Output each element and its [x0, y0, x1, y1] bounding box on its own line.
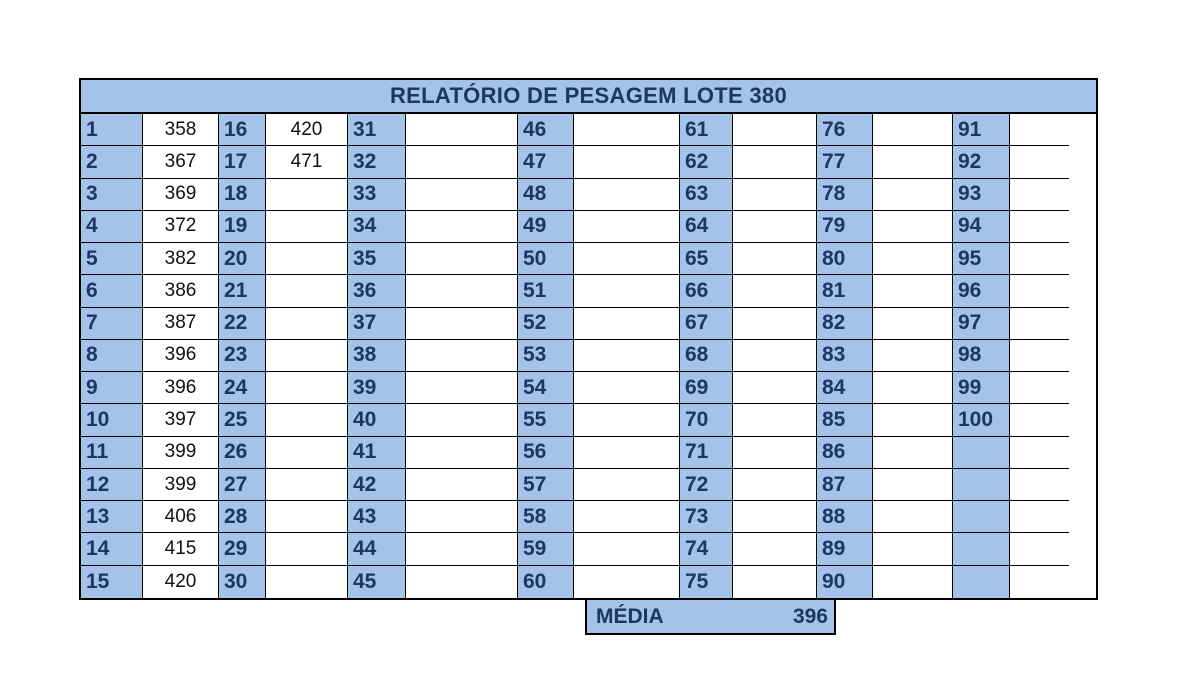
- weight-cell-2: 367: [143, 146, 219, 178]
- weight-cell-20: [266, 243, 348, 275]
- empty-weight-cell: [1010, 566, 1069, 598]
- weight-cell-5: 382: [143, 243, 219, 275]
- weight-cell-92: [1010, 146, 1069, 178]
- weight-cell-21: [266, 275, 348, 307]
- animal-number-70: 70: [680, 404, 733, 436]
- animal-number-82: 82: [817, 308, 873, 340]
- weight-cell-65: [733, 243, 817, 275]
- weight-cell-71: [733, 437, 817, 469]
- animal-number-6: 6: [81, 275, 143, 307]
- animal-number-44: 44: [348, 533, 406, 565]
- weight-cell-8: 396: [143, 340, 219, 372]
- weight-cell-78: [873, 179, 953, 211]
- weight-cell-52: [574, 308, 680, 340]
- weight-cell-97: [1010, 308, 1069, 340]
- animal-number-78: 78: [817, 179, 873, 211]
- weight-cell-81: [873, 275, 953, 307]
- weight-cell-57: [574, 469, 680, 501]
- empty-weight-cell: [1010, 437, 1069, 469]
- weight-cell-70: [733, 404, 817, 436]
- weight-cell-86: [873, 437, 953, 469]
- weight-cell-41: [406, 437, 518, 469]
- animal-number-1: 1: [81, 114, 143, 146]
- animal-number-73: 73: [680, 501, 733, 533]
- weight-cell-38: [406, 340, 518, 372]
- weight-cell-67: [733, 308, 817, 340]
- animal-number-42: 42: [348, 469, 406, 501]
- weight-cell-35: [406, 243, 518, 275]
- animal-number-91: 91: [953, 114, 1010, 146]
- animal-number-10: 10: [81, 404, 143, 436]
- animal-number-52: 52: [518, 308, 574, 340]
- animal-number-19: 19: [219, 211, 266, 243]
- weight-cell-37: [406, 308, 518, 340]
- animal-number-92: 92: [953, 146, 1010, 178]
- animal-number-87: 87: [817, 469, 873, 501]
- empty-index-cell: [953, 469, 1010, 501]
- animal-number-95: 95: [953, 243, 1010, 275]
- weight-cell-66: [733, 275, 817, 307]
- animal-number-90: 90: [817, 566, 873, 598]
- weight-cell-68: [733, 340, 817, 372]
- animal-number-49: 49: [518, 211, 574, 243]
- average-value: 396: [792, 604, 828, 628]
- weight-cell-9: 396: [143, 372, 219, 404]
- animal-number-98: 98: [953, 340, 1010, 372]
- animal-number-13: 13: [81, 501, 143, 533]
- empty-weight-cell: [1010, 469, 1069, 501]
- animal-number-93: 93: [953, 179, 1010, 211]
- weight-cell-72: [733, 469, 817, 501]
- animal-number-61: 61: [680, 114, 733, 146]
- animal-number-34: 34: [348, 211, 406, 243]
- animal-number-89: 89: [817, 533, 873, 565]
- weight-cell-60: [574, 566, 680, 598]
- weight-cell-13: 406: [143, 501, 219, 533]
- weight-cell-80: [873, 243, 953, 275]
- animal-number-17: 17: [219, 146, 266, 178]
- animal-number-15: 15: [81, 566, 143, 598]
- weight-cell-45: [406, 566, 518, 598]
- weight-cell-33: [406, 179, 518, 211]
- weight-cell-43: [406, 501, 518, 533]
- animal-number-27: 27: [219, 469, 266, 501]
- animal-number-64: 64: [680, 211, 733, 243]
- animal-number-74: 74: [680, 533, 733, 565]
- animal-number-16: 16: [219, 114, 266, 146]
- weight-cell-95: [1010, 243, 1069, 275]
- animal-number-23: 23: [219, 340, 266, 372]
- weight-cell-34: [406, 211, 518, 243]
- weight-cell-4: 372: [143, 211, 219, 243]
- animal-number-80: 80: [817, 243, 873, 275]
- empty-weight-cell: [1010, 533, 1069, 565]
- animal-number-77: 77: [817, 146, 873, 178]
- weighing-grid: [81, 114, 1096, 598]
- weight-cell-42: [406, 469, 518, 501]
- animal-number-14: 14: [81, 533, 143, 565]
- animal-number-29: 29: [219, 533, 266, 565]
- weight-cell-31: [406, 114, 518, 146]
- animal-number-57: 57: [518, 469, 574, 501]
- animal-number-38: 38: [348, 340, 406, 372]
- weight-cell-30: [266, 566, 348, 598]
- weight-cell-17: 471: [266, 146, 348, 178]
- weight-cell-40: [406, 404, 518, 436]
- animal-number-85: 85: [817, 404, 873, 436]
- weight-cell-99: [1010, 372, 1069, 404]
- weight-cell-3: 369: [143, 179, 219, 211]
- animal-number-75: 75: [680, 566, 733, 598]
- animal-number-76: 76: [817, 114, 873, 146]
- weight-cell-56: [574, 437, 680, 469]
- animal-number-22: 22: [219, 308, 266, 340]
- weight-cell-23: [266, 340, 348, 372]
- weight-cell-44: [406, 533, 518, 565]
- animal-number-71: 71: [680, 437, 733, 469]
- weight-cell-69: [733, 372, 817, 404]
- animal-number-12: 12: [81, 469, 143, 501]
- weight-cell-79: [873, 211, 953, 243]
- weight-cell-98: [1010, 340, 1069, 372]
- animal-number-2: 2: [81, 146, 143, 178]
- animal-number-69: 69: [680, 372, 733, 404]
- animal-number-7: 7: [81, 308, 143, 340]
- weight-cell-59: [574, 533, 680, 565]
- weight-cell-96: [1010, 275, 1069, 307]
- weight-cell-39: [406, 372, 518, 404]
- weight-cell-22: [266, 308, 348, 340]
- animal-number-4: 4: [81, 211, 143, 243]
- weight-cell-100: [1010, 404, 1069, 436]
- animal-number-21: 21: [219, 275, 266, 307]
- animal-number-81: 81: [817, 275, 873, 307]
- weight-cell-87: [873, 469, 953, 501]
- animal-number-20: 20: [219, 243, 266, 275]
- animal-number-100: 100: [953, 404, 1010, 436]
- weight-cell-50: [574, 243, 680, 275]
- weighing-report-table: [79, 78, 1098, 600]
- empty-index-cell: [953, 437, 1010, 469]
- animal-number-5: 5: [81, 243, 143, 275]
- weight-cell-6: 386: [143, 275, 219, 307]
- weight-cell-16: 420: [266, 114, 348, 146]
- weight-cell-48: [574, 179, 680, 211]
- weight-cell-91: [1010, 114, 1069, 146]
- animal-number-18: 18: [219, 179, 266, 211]
- weight-cell-61: [733, 114, 817, 146]
- weight-cell-7: 387: [143, 308, 219, 340]
- animal-number-56: 56: [518, 437, 574, 469]
- weight-cell-90: [873, 566, 953, 598]
- animal-number-63: 63: [680, 179, 733, 211]
- weight-cell-62: [733, 146, 817, 178]
- animal-number-31: 31: [348, 114, 406, 146]
- weight-cell-93: [1010, 179, 1069, 211]
- weight-cell-51: [574, 275, 680, 307]
- animal-number-11: 11: [81, 437, 143, 469]
- weight-cell-74: [733, 533, 817, 565]
- animal-number-60: 60: [518, 566, 574, 598]
- animal-number-43: 43: [348, 501, 406, 533]
- animal-number-62: 62: [680, 146, 733, 178]
- weight-cell-32: [406, 146, 518, 178]
- weight-cell-14: 415: [143, 533, 219, 565]
- animal-number-45: 45: [348, 566, 406, 598]
- empty-index-cell: [953, 566, 1010, 598]
- animal-number-40: 40: [348, 404, 406, 436]
- weight-cell-25: [266, 404, 348, 436]
- weight-cell-77: [873, 146, 953, 178]
- weight-cell-55: [574, 404, 680, 436]
- animal-number-88: 88: [817, 501, 873, 533]
- weight-cell-53: [574, 340, 680, 372]
- weight-cell-24: [266, 372, 348, 404]
- weight-cell-84: [873, 372, 953, 404]
- weight-cell-19: [266, 211, 348, 243]
- empty-index-cell: [953, 533, 1010, 565]
- average-box: [585, 598, 836, 635]
- animal-number-30: 30: [219, 566, 266, 598]
- animal-number-9: 9: [81, 372, 143, 404]
- report-title: RELATÓRIO DE PESAGEM LOTE 380: [81, 80, 1096, 114]
- animal-number-67: 67: [680, 308, 733, 340]
- animal-number-96: 96: [953, 275, 1010, 307]
- animal-number-25: 25: [219, 404, 266, 436]
- weight-cell-11: 399: [143, 437, 219, 469]
- empty-weight-cell: [1010, 501, 1069, 533]
- animal-number-35: 35: [348, 243, 406, 275]
- weight-cell-15: 420: [143, 566, 219, 598]
- animal-number-41: 41: [348, 437, 406, 469]
- weight-cell-75: [733, 566, 817, 598]
- animal-number-94: 94: [953, 211, 1010, 243]
- animal-number-54: 54: [518, 372, 574, 404]
- weight-cell-76: [873, 114, 953, 146]
- animal-number-68: 68: [680, 340, 733, 372]
- animal-number-36: 36: [348, 275, 406, 307]
- animal-number-97: 97: [953, 308, 1010, 340]
- weight-cell-94: [1010, 211, 1069, 243]
- animal-number-83: 83: [817, 340, 873, 372]
- weight-cell-82: [873, 308, 953, 340]
- animal-number-86: 86: [817, 437, 873, 469]
- weight-cell-46: [574, 114, 680, 146]
- weight-cell-10: 397: [143, 404, 219, 436]
- animal-number-58: 58: [518, 501, 574, 533]
- animal-number-72: 72: [680, 469, 733, 501]
- weight-cell-36: [406, 275, 518, 307]
- weight-cell-49: [574, 211, 680, 243]
- animal-number-46: 46: [518, 114, 574, 146]
- weight-cell-26: [266, 437, 348, 469]
- weight-cell-88: [873, 501, 953, 533]
- animal-number-33: 33: [348, 179, 406, 211]
- weight-cell-1: 358: [143, 114, 219, 146]
- animal-number-51: 51: [518, 275, 574, 307]
- weight-cell-83: [873, 340, 953, 372]
- weight-cell-12: 399: [143, 469, 219, 501]
- animal-number-8: 8: [81, 340, 143, 372]
- animal-number-65: 65: [680, 243, 733, 275]
- animal-number-47: 47: [518, 146, 574, 178]
- animal-number-55: 55: [518, 404, 574, 436]
- animal-number-37: 37: [348, 308, 406, 340]
- weight-cell-54: [574, 372, 680, 404]
- weight-cell-89: [873, 533, 953, 565]
- animal-number-84: 84: [817, 372, 873, 404]
- weight-cell-73: [733, 501, 817, 533]
- animal-number-32: 32: [348, 146, 406, 178]
- animal-number-50: 50: [518, 243, 574, 275]
- animal-number-99: 99: [953, 372, 1010, 404]
- weight-cell-29: [266, 533, 348, 565]
- animal-number-3: 3: [81, 179, 143, 211]
- animal-number-66: 66: [680, 275, 733, 307]
- animal-number-26: 26: [219, 437, 266, 469]
- animal-number-59: 59: [518, 533, 574, 565]
- weight-cell-85: [873, 404, 953, 436]
- weight-cell-28: [266, 501, 348, 533]
- animal-number-28: 28: [219, 501, 266, 533]
- weight-cell-58: [574, 501, 680, 533]
- empty-index-cell: [953, 501, 1010, 533]
- weight-cell-27: [266, 469, 348, 501]
- weight-cell-47: [574, 146, 680, 178]
- animal-number-48: 48: [518, 179, 574, 211]
- animal-number-24: 24: [219, 372, 266, 404]
- weight-cell-18: [266, 179, 348, 211]
- animal-number-79: 79: [817, 211, 873, 243]
- weight-cell-64: [733, 211, 817, 243]
- weight-cell-63: [733, 179, 817, 211]
- average-label: MÉDIA: [596, 604, 664, 628]
- animal-number-39: 39: [348, 372, 406, 404]
- animal-number-53: 53: [518, 340, 574, 372]
